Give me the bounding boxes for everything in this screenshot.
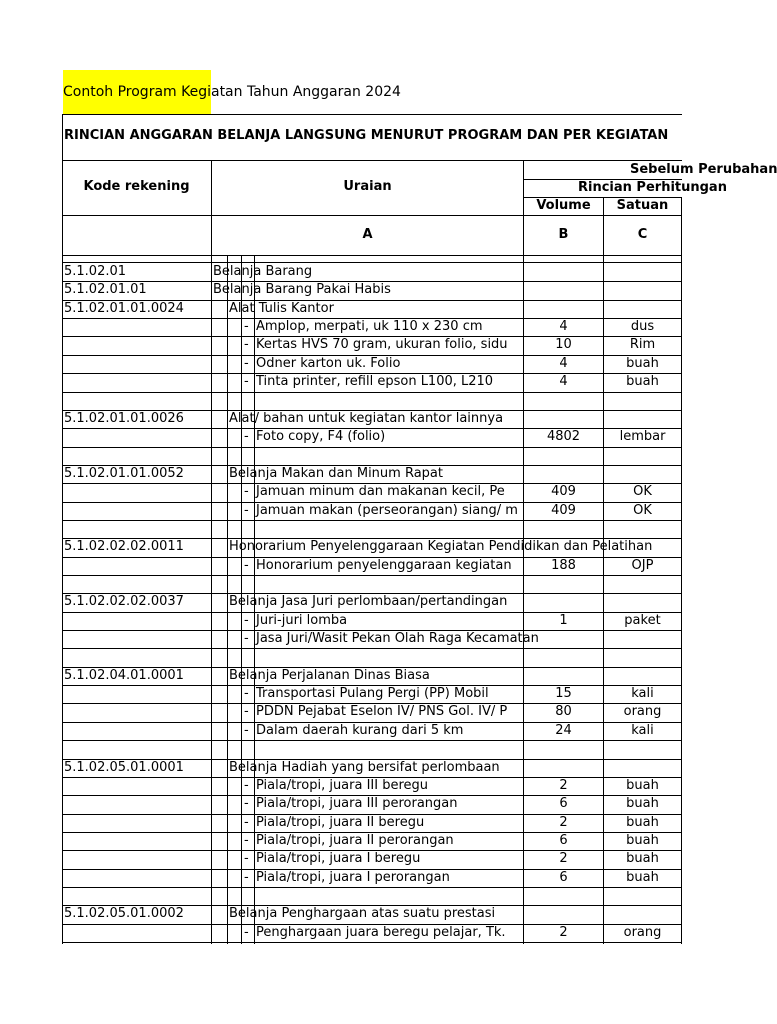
row-uraian: Penghargaan juara beregu pelajar, Tk. [256,924,506,940]
row-volume: 2 [559,777,568,793]
row-uraian: Belanja Barang Pakai Habis [213,282,391,298]
title-rest: atan Tahun Anggaran 2024 [210,84,401,100]
row-kode: 5.1.02.05.01.0001 [64,759,184,775]
row-volume: 4 [559,355,568,371]
row-uraian: Piala/tropi, juara III perorangan [256,796,458,812]
row-uraian: Honorarium penyelenggaraan kegiatan [256,557,512,573]
row-satuan: buah [626,851,659,867]
budget-table [62,114,777,944]
row-kode: 5.1.02.02.02.0011 [64,539,184,555]
row-uraian: Alat Tulis Kantor [229,300,334,316]
row-dash: - [244,374,249,390]
row-dash: - [244,612,249,628]
row-dash: - [244,557,249,573]
row-kode: 5.1.02.01.01.0026 [64,410,184,426]
row-satuan: buah [626,832,659,848]
row-uraian: Kertas HVS 70 gram, ukuran folio, sidu [256,337,508,353]
header-sebelum: Sebelum Perubahan [630,162,777,177]
row-dash: - [244,704,249,720]
row-volume: 1 [559,612,568,628]
row-satuan: buah [626,796,659,812]
header-line-3 [62,215,682,216]
row-satuan: paket [624,612,661,628]
row-satuan: OK [633,502,652,518]
row-uraian: Piala/tropi, juara III beregu [256,777,429,793]
row-uraian: Jamuan minum dan makanan kecil, Pe [256,484,505,500]
row-volume: 188 [551,557,576,573]
row-dash: - [244,832,249,848]
row-uraian: Honorarium Penyelenggaraan Kegiatan Pendidikan dan Pelatihan [229,539,653,555]
row-uraian: Belanja Penghargaan atas suatu prestasi [229,906,496,922]
row-uraian: Odner karton uk. Folio [256,355,401,371]
row-uraian: Jasa Juri/Wasit Pekan Olah Raga Kecamatan [256,631,539,646]
row-volume: 10 [555,337,572,353]
row-volume: 4 [559,319,568,335]
row-uraian: Piala/tropi, juara II beregu [256,814,425,830]
row-kode: 5.1.02.04.01.0001 [64,667,184,683]
row-uraian: Belanja Makan dan Minum Rapat [229,465,443,481]
document-title [63,70,401,114]
row-kode: 5.1.02.01.01.0052 [64,465,184,481]
row-uraian: Belanja Jasa Juri perlombaan/pertandingan [229,594,508,610]
row-satuan: dus [630,319,655,335]
row-kode: 5.1.02.05.01.0002 [64,906,184,922]
row-volume: 15 [555,686,572,701]
row-border [62,520,682,521]
row-satuan: buah [626,374,659,390]
header-col-a: A [362,227,373,242]
header-uraian: Uraian [343,179,392,194]
row-volume: 6 [559,832,568,848]
row-kode: 5.1.02.01.01 [64,282,147,298]
table-top-border [62,114,682,115]
row-satuan: Rim [629,337,656,353]
row-dash: - [244,686,249,701]
row-dash: - [244,814,249,830]
col-border-kode [211,160,212,944]
row-dash: - [244,355,249,371]
row-volume: 4802 [546,429,581,445]
row-uraian: PDDN Pejabat Eselon IV/ PNS Gol. IV/ P [256,704,508,720]
table-heading: RINCIAN ANGGARAN BELANJA LANGSUNG MENURUT PROGRAM DAN PER KEGIATAN [64,128,669,143]
row-dash: - [244,429,249,445]
header-col-b: B [558,227,569,242]
row-uraian: Belanja Barang [213,264,313,279]
row-volume: 24 [555,722,572,738]
row-border [62,575,682,576]
row-satuan: orang [623,924,662,940]
header-volume: Volume [536,198,591,213]
row-kode: 5.1.02.02.02.0037 [64,594,184,610]
row-satuan: lembar [619,429,666,445]
row-border [62,447,682,448]
row-dash: - [244,631,249,646]
row-kode: 5.1.02.01.01.0024 [64,300,184,316]
row-volume: 409 [551,502,576,518]
row-border [62,740,682,741]
row-uraian: Piala/tropi, juara II perorangan [256,832,454,848]
row-satuan: OJP [631,557,654,573]
row-dash: - [244,502,249,518]
row-kode: 5.1.02.01 [64,264,127,279]
row-satuan: buah [626,355,659,371]
row-satuan: buah [626,814,659,830]
row-dash: - [244,722,249,738]
col-border-left [62,114,63,944]
row-volume: 2 [559,814,568,830]
row-volume: 6 [559,869,568,885]
row-satuan: buah [626,777,659,793]
header-col-c: C [637,227,648,242]
sub-border-1 [227,255,228,944]
row-uraian: Jamuan makan (perseorangan) siang/ m [256,502,518,518]
row-volume: 2 [559,924,568,940]
row-uraian: Tinta printer, refill epson L100, L210 [256,374,494,390]
row-uraian: Amplop, merpati, uk 110 x 230 cm [256,319,483,335]
row-dash: - [244,924,249,940]
row-dash: - [244,869,249,885]
row-uraian: Piala/tropi, juara I perorangan [256,869,450,885]
row-border [62,887,682,888]
row-uraian: Dalam daerah kurang dari 5 km [256,722,464,738]
row-uraian: Foto copy, F4 (folio) [256,429,386,445]
row-satuan: buah [626,869,659,885]
row-dash: - [244,484,249,500]
row-border [62,392,682,393]
row-dash: - [244,851,249,867]
row-uraian: Belanja Perjalanan Dinas Biasa [229,667,430,683]
row-dash: - [244,796,249,812]
row-dash: - [244,777,249,793]
row-uraian: Transportasi Pulang Pergi (PP) Mobil [256,686,489,701]
row-uraian: Alat/ bahan untuk kegiatan kantor lainnya [229,410,504,426]
header-kode: Kode rekening [83,179,190,194]
heading-border [62,160,682,161]
row-satuan: orang [623,704,662,720]
row-dash: - [244,319,249,335]
row-volume: 4 [559,374,568,390]
row-uraian: Piala/tropi, juara I beregu [256,851,421,867]
row-uraian: Belanja Hadiah yang bersifat perlombaan [229,759,500,775]
row-satuan: OK [633,484,652,500]
row-border [62,648,682,649]
row-satuan: kali [631,722,654,738]
title-highlight: Contoh Program Kegi [63,70,211,114]
row-volume: 80 [555,704,572,720]
row-uraian: Juri-juri lomba [256,612,348,628]
header-line-4 [62,255,682,256]
header-rincian: Rincian Perhitungan [578,180,727,195]
row-volume: 2 [559,851,568,867]
row-dash: - [244,337,249,353]
row-border [62,942,682,943]
row-volume: 6 [559,796,568,812]
row-volume: 409 [551,484,576,500]
row-satuan: kali [631,686,654,701]
header-satuan: Satuan [616,198,669,213]
